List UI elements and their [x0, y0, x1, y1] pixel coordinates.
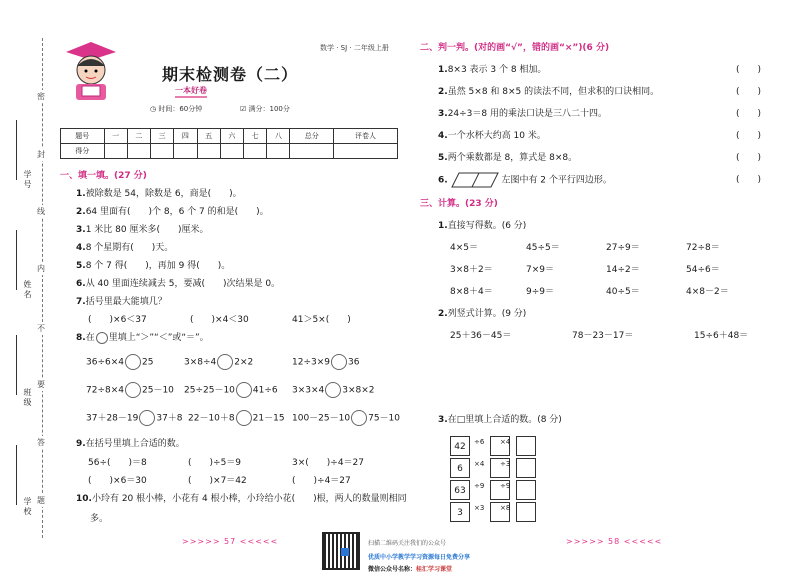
calc-q3 [438, 412, 562, 425]
question-number: 3. [438, 109, 448, 119]
score-cell: 四 [174, 129, 197, 144]
seal-char: 答 [37, 438, 45, 447]
judge-answer-4[interactable]: ( ) [736, 131, 762, 141]
student-id-field[interactable] [16, 120, 28, 180]
question-number: 10. [76, 494, 92, 504]
fill-item: ( )÷4＝27 [292, 476, 351, 486]
mental-calc: 9÷9＝ [526, 287, 554, 297]
compare-item [184, 354, 253, 370]
judge-answer-2[interactable]: ( ) [736, 87, 762, 97]
question-number: 3. [438, 415, 448, 425]
school-field[interactable] [16, 445, 28, 505]
parallelogram-figure-icon [451, 172, 499, 188]
question-number: 6. [76, 279, 86, 289]
question-number: 6. [438, 175, 448, 186]
clock-icon: ◷ [150, 105, 157, 113]
checkbox-icon: ☑ [240, 105, 247, 113]
question-number: 2. [76, 207, 86, 217]
question-text: 两个乘数都是 8，算式是 8×8。 [447, 153, 578, 163]
compare-item [86, 354, 153, 370]
score-input-cell[interactable] [290, 144, 334, 159]
mental-calc: 8×8＋4＝ [450, 287, 493, 297]
score-cell: 八 [267, 129, 290, 144]
compare-item [292, 354, 359, 370]
ladder-answer-box[interactable] [516, 480, 536, 500]
question-text: 在括号里填上合适的数。 [85, 439, 185, 449]
question-1-6 [76, 276, 280, 289]
score-input-cell[interactable] [197, 144, 220, 159]
compare-circle[interactable] [125, 382, 141, 398]
question-text: 64 里面有( )个 8，6 个 7 的和是( )。 [85, 207, 269, 217]
judge-item-2 [438, 84, 659, 97]
question-text: 8 个星期有( )天。 [85, 243, 174, 253]
question-number: 8. [76, 333, 86, 343]
column-calc: 15÷6＋48＝ [694, 331, 749, 341]
brand-tag: 一本好卷 [175, 85, 207, 98]
question-number: 7. [76, 297, 86, 307]
seal-char: 封 [37, 150, 45, 159]
footer-account-label: 微信公众号名称： [368, 566, 417, 573]
question-1-5 [76, 258, 230, 271]
question-1-7 [76, 294, 167, 307]
ladder-op: ×3 [474, 504, 485, 512]
question-text: 在□里填上合适的数。(8 分) [447, 415, 562, 425]
question-text: 虽然 5×8 和 8×5 的读法不同，但求积的口诀相同。 [447, 87, 660, 97]
compare-right: 21－15 [252, 413, 285, 424]
question-text: 24÷3＝8 用的乘法口诀是三八二十四。 [447, 109, 607, 119]
ladder-start-box: 6 [450, 458, 470, 478]
score-table-header-row [61, 129, 398, 144]
score-cell: 五 [197, 129, 220, 144]
score-cell: 六 [220, 129, 243, 144]
compare-right: 2×2 [234, 357, 254, 368]
compare-item [292, 410, 400, 426]
full-score [240, 104, 290, 114]
q7-item: 41＞5×( ) [292, 315, 351, 325]
compare-item [292, 382, 375, 398]
student-id-label: 学号 [23, 170, 32, 190]
judge-answer-3[interactable]: ( ) [736, 109, 762, 119]
compare-item [86, 382, 174, 398]
ladder-start-box: 3 [450, 502, 470, 522]
compare-circle[interactable] [325, 382, 341, 398]
seal-char: 不 [37, 324, 45, 333]
compare-left: 72÷8×4 [86, 385, 124, 396]
compare-left: 22－10＋8 [188, 413, 235, 424]
compare-circle[interactable] [139, 410, 155, 426]
question-text: 在 [85, 333, 95, 343]
ladder-start-box: 42 [450, 436, 470, 456]
section-2-heading: 二、判一判。(对的画“√”，错的画“×”)(6 分) [420, 43, 610, 53]
question-number: 4. [76, 243, 86, 253]
score-cell: 得分 [61, 144, 105, 159]
score-input-cell[interactable] [243, 144, 266, 159]
ladder-op: ÷9 [474, 482, 485, 490]
question-1-9 [76, 436, 185, 449]
judge-item-6 [438, 172, 612, 188]
seal-char: 要 [37, 380, 45, 389]
question-number: 5. [438, 153, 448, 163]
page-number-right: >>>>> 58 <<<<< [566, 537, 663, 546]
question-text: 从 40 里面连续减去 5，要减( )次结果是 0。 [85, 279, 281, 289]
question-text: 括号里最大能填几？ [85, 297, 167, 307]
mental-calc: 4×5＝ [450, 243, 478, 253]
score-cell: 题号 [61, 129, 105, 144]
compare-item [184, 382, 278, 398]
compare-circle[interactable] [331, 354, 347, 370]
question-number: 1. [76, 189, 86, 199]
name-label: 姓名 [23, 280, 32, 300]
ladder-op: ×4 [474, 460, 485, 468]
compare-left: 36÷6×4 [86, 357, 124, 368]
compare-right: 41÷6 [252, 385, 278, 396]
seal-char: 题 [37, 496, 45, 505]
column-calc: 25＋36－45＝ [450, 331, 512, 341]
ladder-op: ÷3 [500, 460, 511, 468]
compare-left: 100－25－10 [292, 413, 351, 424]
compare-left: 12÷3×9 [292, 357, 330, 368]
school-label: 学校 [23, 497, 32, 517]
compare-right: 37＋8 [156, 413, 183, 424]
full-score-text: 满分：100分 [248, 105, 290, 113]
score-input-cell[interactable] [127, 144, 150, 159]
compare-right: 25－10 [142, 385, 174, 396]
question-text: 一个水杯大约高 10 米。 [447, 131, 546, 141]
binding-dashed-line [42, 38, 43, 538]
class-label: 班级 [23, 388, 32, 408]
fill-item: ( )×7＝42 [188, 476, 247, 486]
question-1-10 [76, 491, 407, 504]
score-table-score-row [61, 144, 398, 159]
ladder-start-box: 63 [450, 480, 470, 500]
circle-icon [96, 332, 108, 344]
score-cell: 三 [151, 129, 174, 144]
judge-item-3 [438, 106, 607, 119]
seal-char: 内 [37, 264, 45, 273]
question-1-1 [76, 186, 242, 199]
score-input-cell[interactable] [220, 144, 243, 159]
question-number: 1. [438, 65, 448, 75]
compare-item [188, 410, 285, 426]
compare-left: 3×8÷4 [184, 357, 217, 368]
compare-right: 75－10 [368, 413, 400, 424]
ladder-op: ×4 [500, 438, 511, 446]
compare-left: 37＋28－19 [86, 413, 139, 424]
question-number: 3. [76, 225, 86, 235]
ladder-answer-box[interactable] [516, 458, 536, 478]
score-table [60, 128, 398, 159]
question-text: 8 个 7 得( )，再加 9 得( )。 [85, 261, 231, 271]
question-1-8 [76, 330, 209, 344]
question-text: 直接写得数。(6 分) [447, 221, 527, 231]
ladder-op: ÷6 [474, 438, 485, 446]
time-limit-text: 时间：60分钟 [158, 105, 203, 113]
question-1-3 [76, 222, 208, 235]
question-text: 里填上“＞”“＜”或“＝”。 [108, 333, 209, 343]
score-cell: 评卷人 [334, 129, 398, 144]
ladder-answer-box[interactable] [516, 502, 536, 522]
name-field[interactable] [16, 230, 28, 290]
fill-item: ( )×6＝30 [88, 476, 147, 486]
compare-circle[interactable] [236, 410, 252, 426]
compare-right: 25 [142, 357, 154, 368]
score-input-cell[interactable] [104, 144, 127, 159]
time-limit [150, 104, 202, 114]
page-number-left: >>>>> 57 <<<<< [182, 537, 279, 546]
judge-item-4 [438, 128, 546, 141]
question-number: 9. [76, 439, 86, 449]
question-number: 1. [438, 221, 448, 231]
score-input-cell[interactable] [334, 144, 398, 159]
compare-circle[interactable] [217, 354, 233, 370]
question-1-4 [76, 240, 173, 253]
compare-left: 25÷25－10 [184, 385, 235, 396]
judge-answer-5[interactable]: ( ) [736, 153, 762, 163]
score-input-cell[interactable] [151, 144, 174, 159]
ladder-op: ×8 [500, 504, 511, 512]
q7-item: ( )×6＜37 [88, 315, 147, 325]
judge-answer-6[interactable]: ( ) [736, 175, 762, 185]
cartoon-student-illustration [62, 40, 120, 102]
compare-item [86, 410, 183, 426]
class-field[interactable] [16, 335, 28, 395]
score-cell: 一 [104, 129, 127, 144]
compare-circle[interactable] [125, 354, 141, 370]
seal-char: 密 [37, 92, 45, 101]
question-text: 小玲有 20 根小棒，小花有 4 根小棒，小玲给小花( )根，两人的数量则相同 [91, 494, 407, 504]
mental-calc: 14÷2＝ [606, 265, 640, 275]
footer-account [368, 564, 452, 573]
compare-left: 3×3×4 [292, 385, 325, 396]
question-number: 2. [438, 87, 448, 97]
section-1-heading: 一、填一填。(27 分) [60, 171, 147, 181]
judge-answer-1[interactable]: ( ) [736, 65, 762, 75]
mental-calc: 27÷9＝ [606, 243, 640, 253]
compare-circle[interactable] [351, 410, 367, 426]
ladder-answer-box[interactable] [516, 436, 536, 456]
score-cell: 七 [243, 129, 266, 144]
calc-q2 [438, 306, 526, 319]
compare-right: 3×8×2 [342, 385, 375, 396]
judge-item-1 [438, 62, 546, 75]
section-3-heading: 三、计算。(23 分) [420, 199, 498, 209]
question-1-10-cont: 多。 [90, 514, 109, 524]
mental-calc: 4×8－2＝ [686, 287, 729, 297]
footer-account-name: 桂汇学习课堂 [416, 566, 453, 573]
question-text: 列竖式计算。(9 分) [447, 309, 527, 319]
score-input-cell[interactable] [174, 144, 197, 159]
mental-calc: 40÷5＝ [606, 287, 640, 297]
mental-calc: 72÷8＝ [686, 243, 720, 253]
calc-q1 [438, 218, 526, 231]
edition-label: 数学 · SJ · 二年级上册 [320, 44, 389, 52]
question-number: 4. [438, 131, 448, 141]
question-number: 5. [76, 261, 86, 271]
mental-calc: 7×9＝ [526, 265, 554, 275]
question-text: 左图中有 2 个平行四边形。 [501, 175, 612, 186]
question-1-2 [76, 204, 269, 217]
fill-item: 3×( )÷4＝27 [292, 458, 365, 468]
question-number: 2. [438, 309, 448, 319]
qr-logo-icon [341, 548, 349, 556]
score-cell: 二 [127, 129, 150, 144]
question-text: 被除数是 54，除数是 6，商是( )。 [85, 189, 242, 199]
fill-item: 56÷( )＝8 [88, 458, 147, 468]
seal-char: 线 [37, 207, 45, 216]
score-input-cell[interactable] [267, 144, 290, 159]
page-title: 期末检测卷（二） [162, 65, 299, 84]
compare-right: 36 [348, 357, 360, 368]
column-calc: 78－23－17＝ [572, 331, 634, 341]
ladder-op: ÷9 [500, 482, 511, 490]
q7-item: ( )×4＜30 [190, 315, 249, 325]
score-cell: 总分 [290, 129, 334, 144]
footer-promo: 优质中小学教学学习资源每日免费分享 [368, 554, 471, 561]
scan-tip: 扫描二维码关注我们的公众号 [368, 540, 447, 547]
question-text: 8×3 表示 3 个 8 相加。 [447, 65, 547, 75]
mental-calc: 54÷6＝ [686, 265, 720, 275]
judge-item-5 [438, 150, 577, 163]
compare-circle[interactable] [236, 382, 252, 398]
mental-calc: 3×8＋2＝ [450, 265, 493, 275]
mental-calc: 45÷5＝ [526, 243, 560, 253]
fill-item: ( )÷5＝9 [188, 458, 242, 468]
question-text: 1 米比 80 厘米多( )厘米。 [85, 225, 209, 235]
